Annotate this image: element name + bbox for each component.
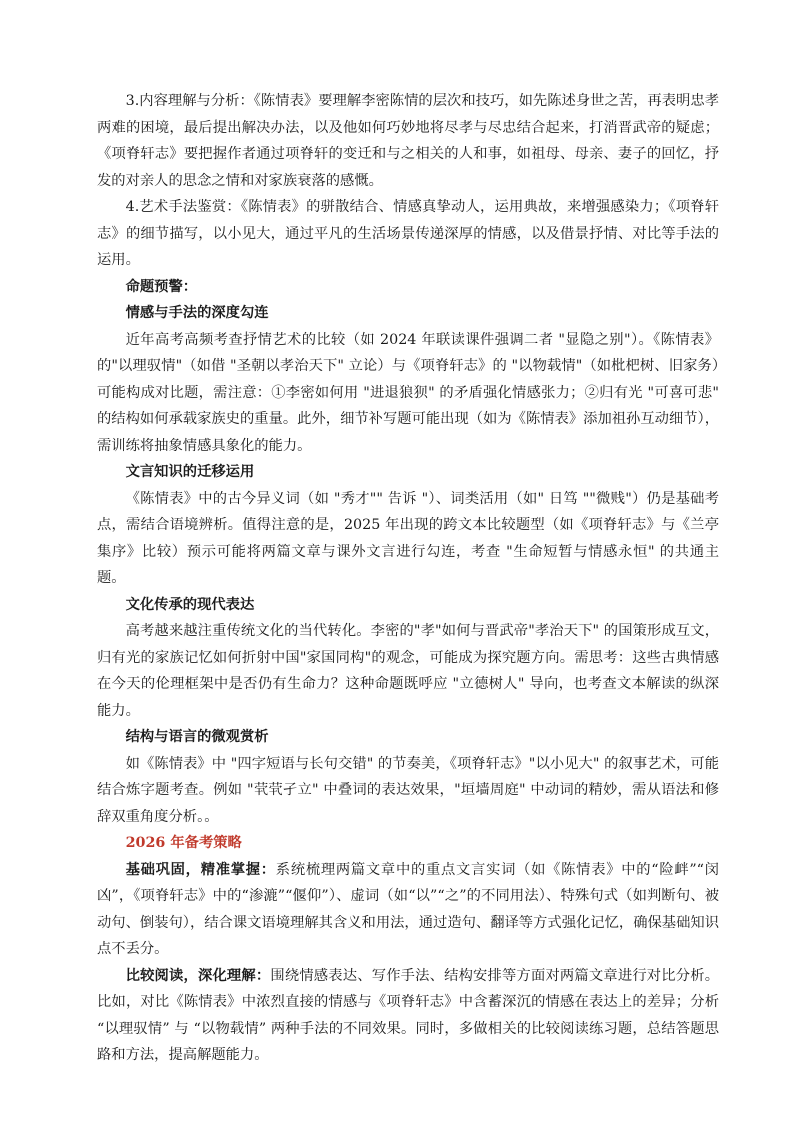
paragraph-strategy-basics [97, 857, 719, 963]
heading-cultural-heritage: 文化传承的现代表达 [125, 596, 255, 613]
paragraph-cultural-heritage: 高考越来越注重传统文化的当代转化。李密的"孝"如何与晋武帝"孝治天下" 的国策形成互文，归有光的家族记忆如何折射中国"家国同构"的观念，可能成为探究题方向。需思考：这些古典情感在今天的伦理框架中是否仍有生命力？这种命题既呼应 "立德树人" 导向，也考查文本解读的纵深能力。 [97, 623, 719, 719]
strategy-basics-text: 系统梳理两篇文章中的重点文言实词（如《陈情表》中的“险衅”“闵凶”，《项脊轩志》中的“渗漉”“偃仰”）、虚词（如“以”“之”的不同用法）、特殊句式（如判断句、被动句、倒装句），结合课文语境理解其含义和用法，通过造句、翻译等方式强化记忆，确保基础知识点不丢分。 [97, 861, 719, 957]
heading-structure-language: 结构与语言的微观赏析 [125, 729, 269, 745]
paragraph-strategy-compare [97, 963, 719, 1069]
paragraph-content-analysis: 3.内容理解与分析：《陈情表》要理解李密陈情的层次和技巧，如先陈述身世之苦，再表明忠孝两难的困境，最后提出解决办法，以及他如何巧妙地将尽孝与尽忠结合起来，打消晋武帝的疑虑；《项脊轩志》要把握作者通过项脊轩的变迁和与之相关的人和事，如祖母、母亲、妻子的回忆，抒发的对亲人的思念之情和对家族衰落的感慨。 [97, 93, 719, 189]
paragraph-structure-language: 如《陈情表》中 "四字短语与长句交错" 的节奏美，《项脊轩志》"以小见大" 的叙事艺术，可能结合炼字题考查。例如 "茕茕孑立" 中叠词的表达效果，"垣墙周庭" 中动词的精妙，需从语法和修辞双重角度分析。。 [97, 755, 719, 825]
strategy-compare-lead: 比较阅读，深化理解： [125, 967, 271, 984]
paragraph-classical-knowledge: 《陈情表》中的古今异义词（如 "秀才"" 告诉 "）、词类活用（如" 日笃 ""微贱"）仍是基础考点，需结合语境辨析。值得注意的是，2025 年出现的跨文本比较题型（如《项脊轩志》与《兰亭集序》比较）预示可能将两篇文章与课外文言进行勾连，考查 "生命短暂与情感永恒" 的共通主题。 [97, 490, 719, 586]
document-body [97, 88, 719, 1069]
heading-emotion-technique: 情感与手法的深度勾连 [125, 305, 269, 321]
heading-classical-knowledge: 文言知识的迁移运用 [125, 464, 255, 480]
heading-forecast: 命题预警： [125, 278, 198, 295]
paragraph-art-techniques: 4.艺术手法鉴赏：《陈情表》的骈散结合、情感真挚动人，运用典故，来增强感染力；《项脊轩志》的细节描写，以小见大，通过平凡的生活场景传递深厚的情感，以及借景抒情、对比等手法的运用。 [97, 199, 719, 268]
paragraph-emotion-technique: 近年高考高频考查抒情艺术的比较（如 2024 年联读课件强调二者 "显隐之别"）。《陈情表》的"以理驭情"（如借 "圣朝以孝治天下" 立论）与《项脊轩志》的 "以物载情"（如枇杷树、旧家务）可能构成对比题，需注意：①李密如何用 "进退狼狈" 的矛盾强化情感张力；②归有光 "可喜可悲" 的结构如何承载家族史的重量。此外，细节补写题可能出现（如为《陈情表》添加祖孙互动细节），需训练将抽象情感具象化的能力。 [97, 331, 719, 454]
strategy-compare-text: 围绕情感表达、写作手法、结构安排等方面对两篇文章进行对比分析。比如，对比《陈情表》中浓烈直接的情感与《项脊轩志》中含蓄深沉的情感在表达上的差异；分析 “以理驭情” 与 “以物载情” 两种手法的不同效果。同时，多做相关的比较阅读练习题，总结答题思路和方法，提高解题能力。 [97, 967, 720, 1063]
strategy-basics-lead: 基础巩固，精准掌握： [125, 861, 276, 878]
heading-strategy-2026: 2026 年备考策略 [125, 835, 242, 851]
